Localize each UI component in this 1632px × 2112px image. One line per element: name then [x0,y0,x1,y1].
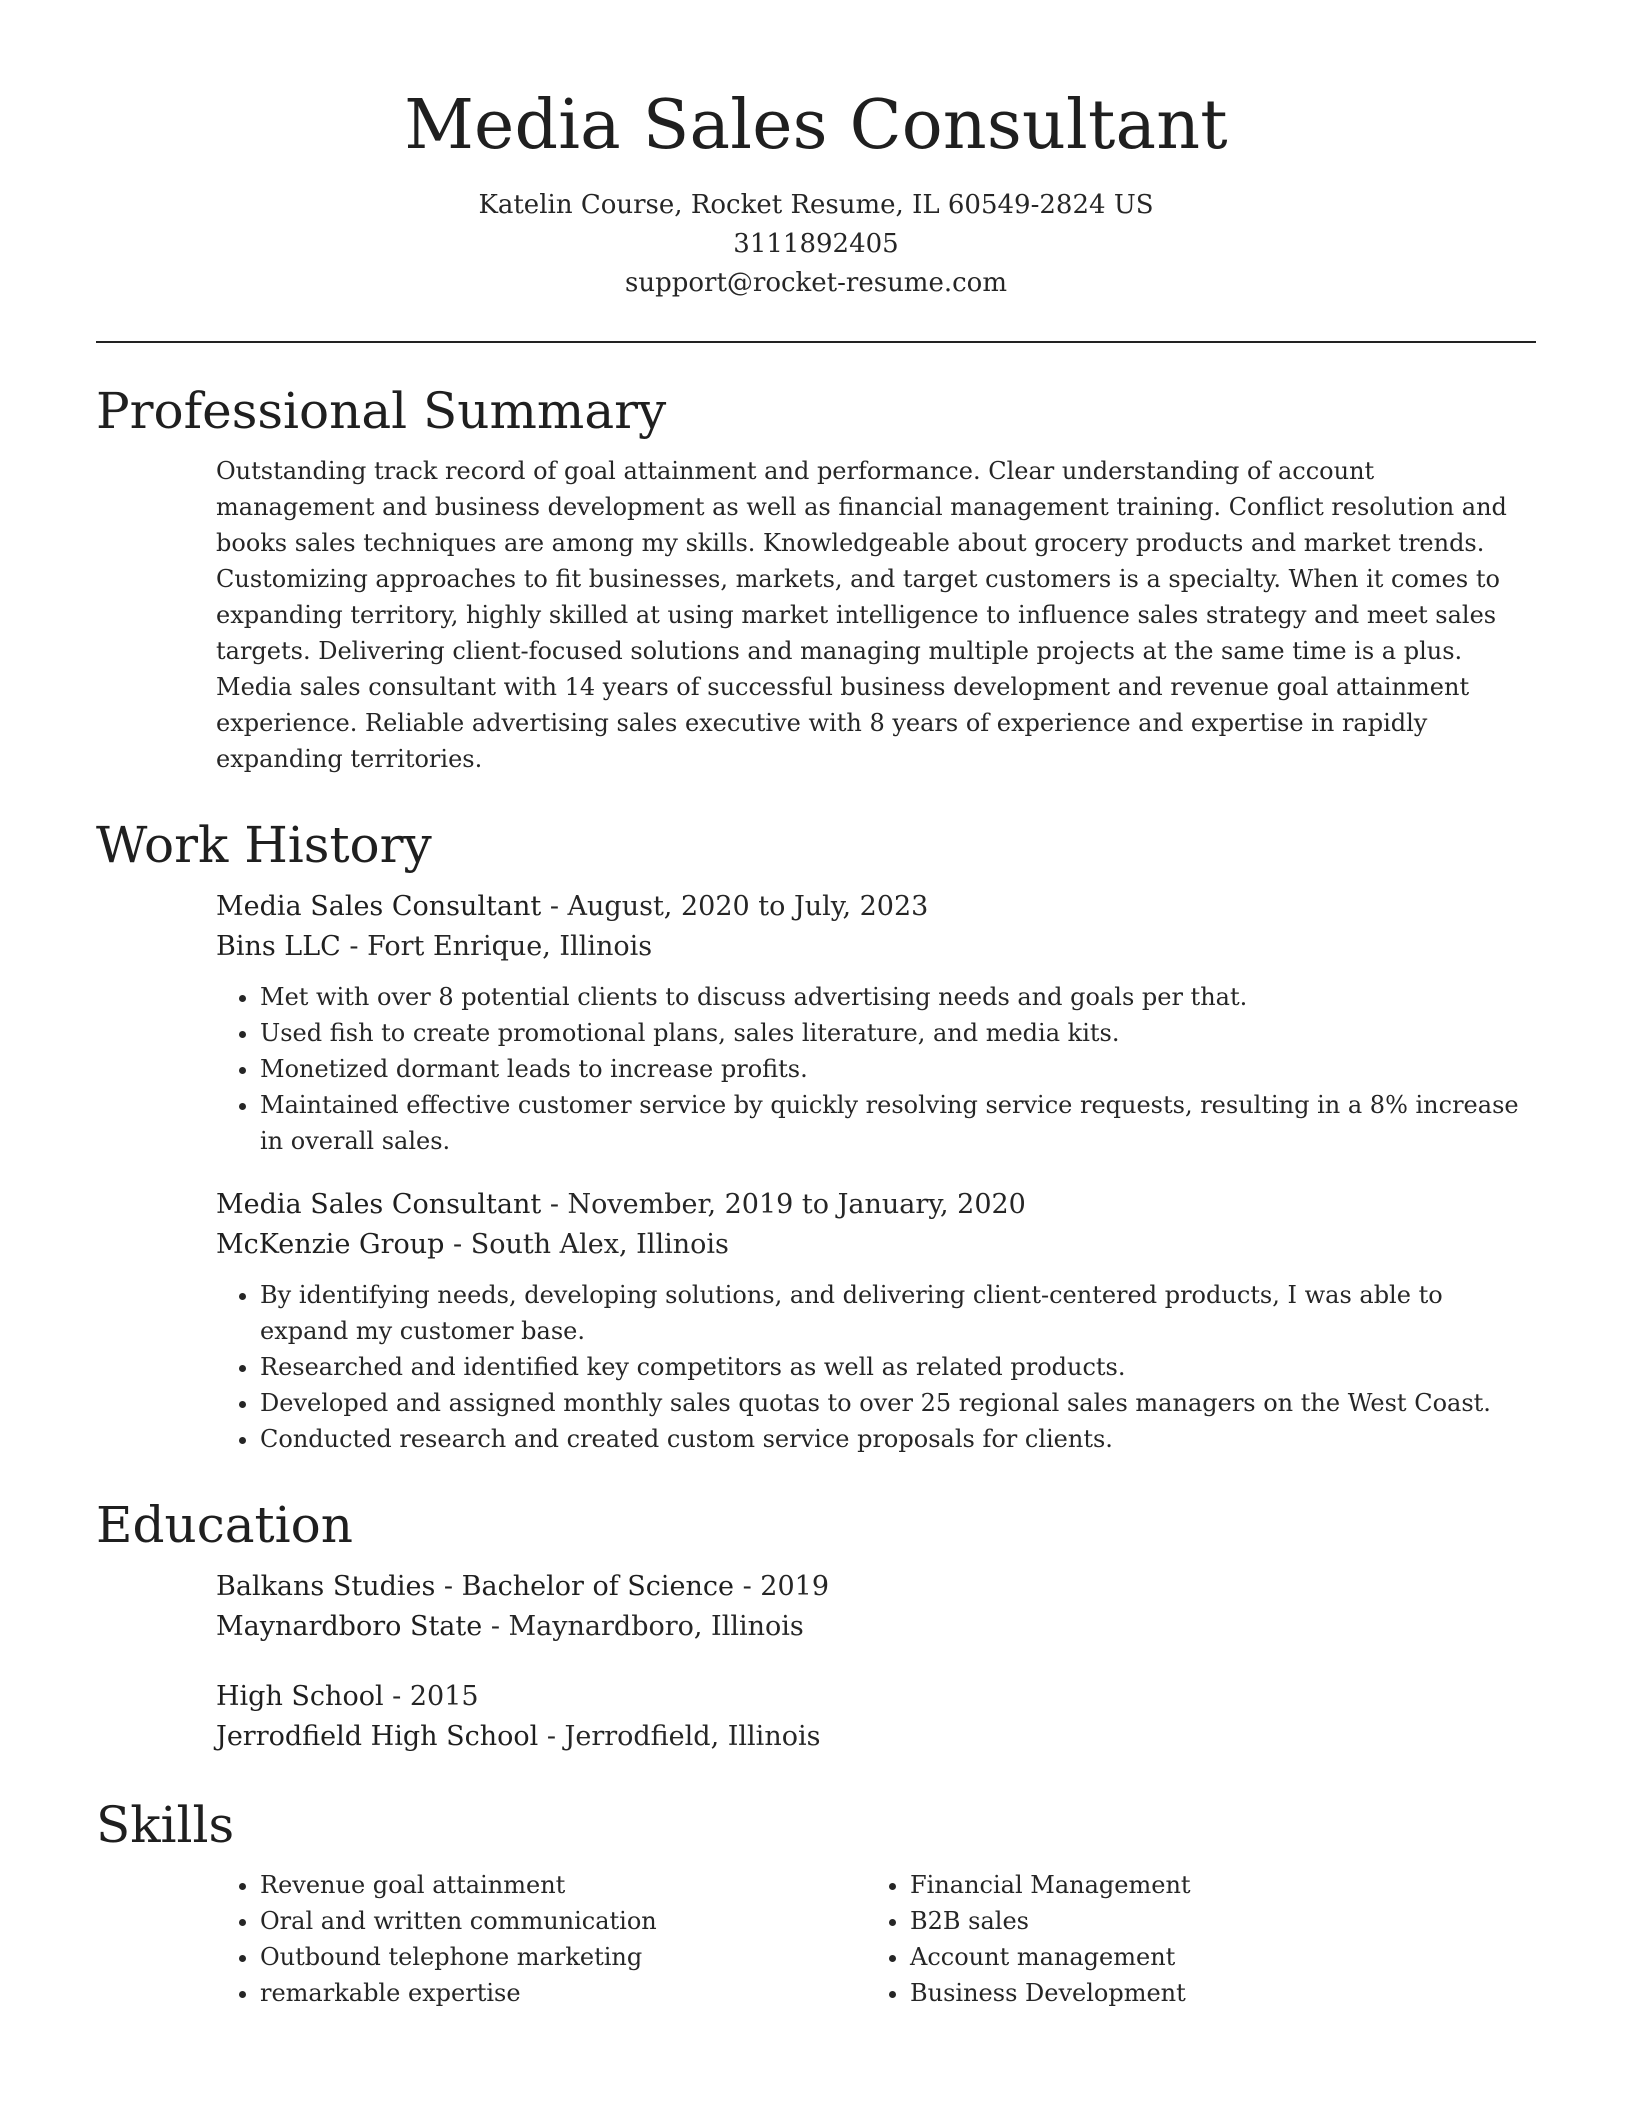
skills-title: Skills [96,1796,235,1854]
work-history-section [96,815,1536,1457]
education-year: - 2015 [383,1681,479,1712]
job-bullet: • Maintained effective customer service by quickly resolving service requests, resulting in a 8% increase in overall sales. [260,1087,1536,1159]
summary-section [96,381,1536,777]
job-title: Media Sales Consultant [216,891,542,922]
job-title-line [216,887,1536,927]
education-title: Education [96,1496,353,1554]
contact-phone: 3111892405 [733,229,899,259]
job-bullet: • Researched and identified key competitors as well as related products. [260,1349,1536,1385]
contact-block [96,186,1536,303]
skills-section [96,1795,1536,2011]
job-company: McKenzie Group [216,1229,445,1260]
job-entry [216,1185,1536,1457]
skills-list-right [866,1867,1516,2011]
skill-item: • Financial Management [910,1867,1516,1903]
job-title: Media Sales Consultant [216,1189,542,1220]
contact-address: Katelin Course, Rocket Resume, IL 60549-2824 US [478,190,1154,220]
skill-item: • Outbound telephone marketing [260,1939,866,1975]
summary-text: Outstanding track record of goal attainment and performance. Clear understanding of account management and business development as well as financial management training. Conflict resolution and books sales techniques are among my skills. Knowledgeable about grocery products and market trends. Customizing approaches to fit businesses, markets, and target customers is a specialty. When it comes to expanding territory, highly skilled at using market intelligence to influence sales strategy and meet sales targets. Delivering client-focused solutions and managing multiple projects at the same time is a plus. Media sales consultant with 14 years of successful business development and revenue goal attainment experience. Reliable advertising sales executive with 8 years of experience and expertise in rapidly expanding territories. [216,457,1507,773]
job-bullet: • Used fish to create promotional plans, sales literature, and media kits. [260,1015,1536,1051]
job-title-line [216,1185,1536,1225]
job-company-line [216,1225,1536,1265]
education-entry [216,1567,1536,1647]
skill-item: • Business Development [910,1975,1516,2011]
resume-name: Media Sales Consultant [404,86,1228,165]
skill-item: • Oral and written communication [260,1903,866,1939]
job-location: - Fort Enrique, Illinois [340,931,653,962]
education-school: Jerrodfield High School [216,1721,539,1752]
education-degree: High School [216,1681,384,1712]
job-company: Bins LLC [216,931,341,962]
job-bullet: • Conducted research and created custom service proposals for clients. [260,1421,1536,1457]
job-bullet: • Developed and assigned monthly sales quotas to over 25 regional sales managers on the West Coast. [260,1385,1536,1421]
job-dates: - August, 2020 to July, 2023 [541,891,929,922]
education-year: - 2019 [734,1571,830,1602]
education-school-line [216,1717,1536,1757]
education-degree-line [216,1567,1536,1607]
skill-item: • Account management [910,1939,1516,1975]
header-divider [96,341,1536,343]
education-section [96,1495,1536,1757]
job-bullet: • Monetized dormant leads to increase profits. [260,1051,1536,1087]
summary-body [216,453,1536,777]
work-history-title: Work History [96,816,432,874]
job-bullet: • By identifying needs, developing solutions, and delivering client-centered products, I was able to expand my customer base. [260,1277,1536,1349]
skills-body [216,1867,1536,2011]
education-school: Maynardboro State [216,1611,483,1642]
education-school-line [216,1607,1536,1647]
education-location: - Maynardboro, Illinois [482,1611,804,1642]
education-degree: Balkans Studies - Bachelor of Science [216,1571,734,1602]
education-entry [216,1677,1536,1757]
education-location: - Jerrodfield, Illinois [538,1721,821,1752]
skill-item: • Revenue goal attainment [260,1867,866,1903]
job-bullets [216,1277,1536,1457]
skills-list-left [216,1867,866,2011]
summary-title: Professional Summary [96,382,667,440]
job-bullets [216,979,1536,1159]
education-body [216,1567,1536,1757]
skill-item: • remarkable expertise [260,1975,866,2011]
job-entry [216,887,1536,1159]
job-location: - South Alex, Illinois [444,1229,729,1260]
job-bullet: • Met with over 8 potential clients to discuss advertising needs and goals per that. [260,979,1536,1015]
education-degree-line [216,1677,1536,1717]
skill-item: • B2B sales [910,1903,1516,1939]
contact-email: support@rocket-resume.com [624,268,1007,298]
resume-header [96,0,1536,303]
work-history-body [216,887,1536,1457]
job-company-line [216,927,1536,967]
job-dates: - November, 2019 to January, 2020 [541,1189,1026,1220]
